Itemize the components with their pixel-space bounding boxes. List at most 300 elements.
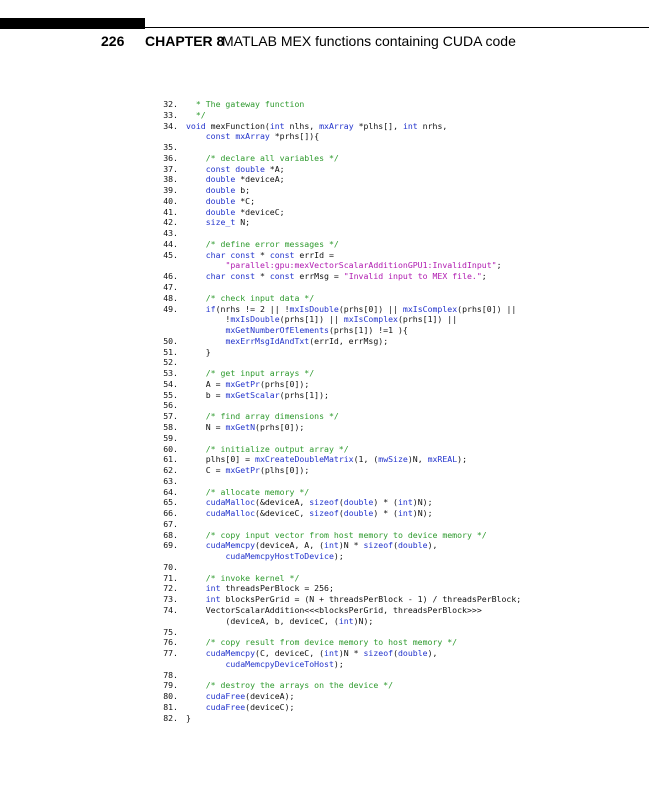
code-token: [186, 207, 206, 217]
code-keyword: double: [205, 206, 236, 217]
code-token: [186, 648, 206, 658]
code-text: [186, 627, 640, 638]
code-line: [150, 616, 640, 627]
line-number: 80.: [163, 691, 178, 702]
line-number: 39.: [163, 185, 178, 196]
code-line: [150, 670, 640, 681]
code-token: );: [333, 658, 344, 669]
code-text: [186, 121, 640, 132]
code-text: [186, 637, 640, 648]
code-keyword: int: [398, 497, 413, 508]
code-text: [186, 357, 640, 368]
code-token: *: [255, 249, 270, 260]
code-line: [150, 594, 640, 605]
code-token: [186, 336, 225, 346]
code-text: [186, 271, 640, 282]
line-number: 37.: [163, 163, 178, 174]
code-line: [150, 454, 640, 465]
line-number: 70.: [163, 561, 178, 572]
code-token: [186, 174, 206, 184]
code-line: [150, 444, 640, 455]
code-text: [186, 594, 640, 605]
code-line: [150, 659, 640, 670]
line-number: 72.: [163, 583, 178, 594]
line-number: 75.: [163, 626, 178, 637]
code-token: mexFunction(: [205, 120, 270, 131]
code-line: [150, 293, 640, 304]
code-keyword: double: [205, 185, 236, 196]
code-token: *deviceC;: [235, 206, 285, 217]
code-token: [186, 217, 206, 227]
code-comment: /* check input data */: [205, 292, 315, 303]
code-keyword: mxArray: [235, 131, 270, 142]
code-text: [186, 164, 640, 175]
code-keyword: cudaMemcpy: [205, 648, 256, 659]
code-line: [150, 648, 640, 659]
code-line: [150, 411, 640, 422]
code-line: [150, 142, 640, 153]
code-token: }: [186, 712, 191, 723]
code-text: [186, 444, 640, 455]
header-rule-bar: [0, 18, 145, 29]
chapter-title: MATLAB MEX functions containing CUDA code: [222, 33, 516, 49]
code-token: A =: [186, 378, 226, 389]
code-keyword: mxGetScalar: [225, 389, 280, 400]
line-number: 52.: [163, 357, 178, 368]
line-number: 82.: [163, 712, 178, 723]
code-line: [150, 282, 640, 293]
line-number: [150, 551, 186, 562]
line-number: 65.: [163, 497, 178, 508]
code-keyword: char const: [205, 249, 256, 260]
code-keyword: sizeof: [309, 497, 339, 508]
code-token: [186, 304, 206, 314]
code-keyword: sizeof: [363, 648, 394, 659]
code-keyword: mxREAL: [427, 454, 458, 465]
code-token: ),: [427, 648, 438, 659]
code-keyword: const double: [205, 163, 265, 174]
code-keyword: cudaMemcpy: [205, 540, 256, 551]
code-token: (: [338, 497, 344, 508]
code-line: [150, 583, 640, 594]
code-token: N =: [186, 421, 226, 432]
code-text: [186, 282, 640, 293]
code-line: [150, 336, 640, 347]
code-line: [150, 680, 640, 691]
line-number: 48.: [163, 292, 178, 303]
code-token: );: [457, 454, 467, 465]
code-token: [186, 271, 206, 281]
code-token: )N);: [353, 615, 374, 626]
code-text: [186, 228, 640, 239]
code-token: *: [255, 271, 270, 282]
code-line: [150, 540, 640, 551]
code-token: [186, 637, 206, 647]
line-number: [150, 616, 186, 627]
code-keyword: mxIsComplex: [343, 314, 398, 325]
code-token: threadsPerBlock = 256;: [220, 583, 334, 594]
code-line: [150, 627, 640, 638]
line-number: 33.: [163, 109, 178, 120]
code-string: "Invalid input to MEX file.": [343, 271, 482, 282]
code-token: (: [338, 508, 344, 519]
code-token: nlhs,: [284, 120, 320, 131]
code-token: [186, 659, 225, 669]
line-number: 59.: [163, 432, 178, 443]
line-number: 56.: [163, 400, 178, 411]
code-token: (deviceA, A, (: [255, 540, 325, 551]
code-text: [186, 691, 640, 702]
code-line: [150, 99, 640, 110]
code-text: [186, 250, 640, 261]
code-token: [186, 131, 206, 141]
code-comment: /* copy result from device memory to host memory */: [205, 637, 458, 648]
code-text: [186, 508, 640, 519]
code-line: [150, 497, 640, 508]
line-number: 64.: [163, 486, 178, 497]
line-number: 77.: [163, 648, 178, 659]
code-token: [186, 164, 206, 174]
code-token: *plhs[],: [353, 120, 403, 131]
code-token: [186, 583, 206, 593]
code-keyword: int: [205, 594, 221, 605]
line-number: 34.: [163, 120, 178, 131]
running-header: [0, 33, 649, 53]
code-line: [150, 691, 640, 702]
code-line: [150, 562, 640, 573]
code-comment: /* destroy the arrays on the device */: [205, 680, 394, 691]
code-text: [186, 336, 640, 347]
code-text: [186, 422, 640, 433]
line-number: [150, 314, 186, 325]
code-text: [186, 465, 640, 476]
code-keyword: double: [398, 540, 428, 551]
line-number: 32.: [163, 99, 178, 109]
code-text: [186, 670, 640, 681]
code-line: [150, 207, 640, 218]
code-text: [186, 519, 640, 530]
code-token: (deviceC);: [245, 701, 295, 712]
code-token: (errId, errMsg);: [309, 335, 389, 346]
code-keyword: mxCreateDoubleMatrix: [255, 454, 354, 465]
code-keyword: void: [186, 120, 206, 131]
code-line: [150, 637, 640, 648]
code-keyword: mwSize: [378, 454, 408, 465]
code-keyword: cudaMalloc: [205, 497, 256, 508]
line-number: 74.: [163, 604, 178, 615]
code-keyword: int: [324, 540, 339, 551]
code-token: [186, 680, 206, 690]
code-line: [150, 260, 640, 271]
line-number: 35.: [163, 142, 178, 153]
code-keyword: cudaMemcpyDeviceToHost: [225, 658, 334, 669]
code-line: [150, 487, 640, 498]
code-line: [150, 314, 640, 325]
code-keyword: double: [343, 508, 374, 519]
code-token: [186, 594, 206, 604]
code-token: )N *: [338, 648, 364, 659]
code-token: errMsg =: [294, 271, 344, 282]
code-text: [186, 530, 640, 541]
line-number: 68.: [163, 529, 178, 540]
line-number: 60.: [163, 443, 178, 454]
code-text: [186, 433, 640, 444]
code-token: [186, 487, 206, 497]
code-token: C =: [186, 465, 226, 476]
code-text: [186, 110, 640, 121]
code-line: [150, 519, 640, 530]
code-token: [186, 250, 206, 260]
code-text: [186, 680, 640, 691]
code-keyword: char const: [205, 271, 256, 282]
code-text: [186, 304, 640, 315]
code-keyword: size_t: [205, 217, 236, 228]
code-keyword: sizeof: [363, 540, 394, 551]
code-token: )N);: [412, 497, 433, 508]
code-line: [150, 153, 640, 164]
line-number: 58.: [163, 421, 178, 432]
code-token: (deviceA, b, deviceC, (: [186, 615, 339, 626]
code-keyword: mxGetPr: [225, 378, 260, 389]
code-token: (&deviceC,: [255, 508, 310, 519]
code-text: [186, 702, 640, 713]
line-number: 78.: [163, 669, 178, 680]
code-keyword: cudaMemcpyHostToDevice: [225, 551, 334, 562]
code-listing: [150, 99, 640, 723]
code-keyword: double: [343, 497, 374, 508]
code-text: [186, 153, 640, 164]
code-token: [186, 508, 206, 518]
code-text: [186, 400, 640, 411]
code-text: [186, 260, 640, 271]
line-number: [150, 659, 186, 670]
code-token: )N,: [407, 454, 428, 465]
code-comment: * The gateway function: [195, 99, 305, 109]
code-token: blocksPerGrid = (N + threadsPerBlock - 1) / threadsPerBlock;: [220, 594, 522, 605]
line-number: 47.: [163, 282, 178, 293]
code-keyword: int: [402, 120, 418, 131]
code-token: ;: [481, 271, 487, 282]
code-text: [186, 659, 640, 670]
code-token: [186, 153, 206, 163]
code-comment: /* define error messages */: [205, 238, 339, 249]
code-line: [150, 400, 640, 411]
line-number: 73.: [163, 594, 178, 605]
line-number: 38.: [163, 174, 178, 185]
code-token: )N *: [338, 540, 364, 551]
code-token: [186, 99, 196, 109]
code-text: [186, 616, 640, 627]
code-line: [150, 185, 640, 196]
code-token: (prhs[0]) ||: [338, 303, 403, 314]
code-comment: /* invoke kernel */: [205, 572, 300, 583]
line-number: 53.: [163, 368, 178, 379]
line-number: 42.: [163, 217, 178, 228]
code-line: [150, 325, 640, 336]
line-number: 41.: [163, 206, 178, 217]
code-token: (prhs[1]) !=1 ){: [328, 325, 408, 336]
code-token: [186, 444, 206, 454]
code-text: [186, 207, 640, 218]
code-text: [186, 185, 640, 196]
code-keyword: int: [205, 583, 221, 594]
code-text: [186, 131, 640, 142]
header-rule-line: [145, 27, 649, 28]
code-line: [150, 110, 640, 121]
code-token: *deviceA;: [235, 174, 285, 185]
code-text: [186, 476, 640, 487]
code-keyword: double: [205, 195, 236, 206]
code-line: [150, 174, 640, 185]
code-line: [150, 702, 640, 713]
line-number: 55.: [163, 389, 178, 400]
line-number: [150, 325, 186, 336]
code-keyword: mxGetNumberOfElements: [225, 325, 329, 336]
code-keyword: int: [398, 508, 413, 519]
line-number: 40.: [163, 195, 178, 206]
code-keyword: mxIsDouble: [289, 303, 339, 314]
code-text: [186, 551, 640, 562]
code-line: [150, 217, 640, 228]
code-text: [186, 239, 640, 250]
code-token: ),: [427, 540, 438, 551]
code-keyword: const: [269, 271, 295, 282]
code-keyword: int: [324, 648, 339, 659]
code-token: );: [333, 551, 344, 562]
code-line: [150, 239, 640, 250]
code-comment: /* copy input vector from host memory to device memory */: [205, 529, 487, 540]
code-text: [186, 142, 640, 153]
code-text: [186, 411, 640, 422]
code-text: [186, 540, 640, 551]
code-text: [186, 562, 640, 573]
code-line: [150, 508, 640, 519]
code-token: (C, deviceC, (: [255, 648, 325, 659]
code-token: VectorScalarAddition<<<blocksPerGrid, threadsPerBlock>>>: [186, 604, 482, 615]
code-token: [186, 573, 206, 583]
code-token: ;: [496, 260, 502, 271]
code-keyword: double: [398, 648, 428, 659]
code-keyword: const: [269, 249, 295, 260]
code-token: (deviceA);: [245, 691, 295, 702]
page-number: 226: [101, 33, 125, 49]
code-text: [186, 379, 640, 390]
line-number: 54.: [163, 378, 178, 389]
code-token: [186, 540, 206, 550]
line-number: 81.: [163, 701, 178, 712]
code-token: [186, 325, 225, 335]
code-keyword: if: [205, 303, 216, 314]
code-token: [186, 551, 225, 561]
code-token: (prhs[0]);: [259, 378, 310, 389]
line-number: 61.: [163, 454, 178, 465]
code-line: [150, 573, 640, 584]
code-keyword: sizeof: [309, 508, 339, 519]
code-line: [150, 713, 640, 724]
code-token: (prhs[0]);: [255, 421, 305, 432]
code-token: [186, 691, 206, 701]
code-token: (prhs[1]) ||: [279, 314, 344, 325]
chapter-label: CHAPTER 8: [145, 33, 225, 49]
code-comment: /* allocate memory */: [205, 486, 310, 497]
code-token: errId =: [294, 249, 334, 260]
code-text: [186, 368, 640, 379]
code-token: nrhs,: [417, 120, 448, 131]
code-text: [186, 293, 640, 304]
code-comment: /* declare all variables */: [205, 152, 339, 163]
code-text: [186, 217, 640, 228]
code-line: [150, 196, 640, 207]
code-token: (prhs[1]);: [279, 389, 329, 400]
code-token: plhs[0] =: [186, 454, 256, 465]
code-keyword: mexErrMsgIdAndTxt: [225, 335, 310, 346]
code-line: [150, 131, 640, 142]
code-keyword: const: [205, 131, 231, 142]
line-number: 66.: [163, 508, 178, 519]
code-text: [186, 390, 640, 401]
code-comment: /* initialize output array */: [205, 443, 349, 454]
code-text: [186, 454, 640, 465]
line-number: 71.: [163, 572, 178, 583]
code-keyword: mxGetPr: [225, 465, 260, 476]
code-token: (&deviceA,: [255, 497, 310, 508]
line-number: 43.: [163, 228, 178, 239]
code-token: [186, 530, 206, 540]
code-token: (: [393, 540, 398, 551]
code-token: b =: [186, 389, 226, 400]
code-text: [186, 713, 640, 724]
code-text: [186, 583, 640, 594]
line-number: 76.: [163, 637, 178, 648]
code-line: [150, 605, 640, 616]
code-token: [186, 293, 206, 303]
code-line: [150, 422, 640, 433]
code-keyword: mxArray: [319, 120, 354, 131]
code-text: [186, 196, 640, 207]
code-line: [150, 347, 640, 358]
code-token: (prhs[0]) ||: [457, 303, 517, 314]
code-token: *prhs[]){: [269, 131, 320, 142]
code-token: b;: [235, 185, 251, 196]
code-token: [186, 411, 206, 421]
code-token: (: [393, 648, 398, 659]
code-token: [186, 368, 206, 378]
line-number: 79.: [163, 680, 178, 691]
code-text: [186, 497, 640, 508]
code-keyword: int: [269, 120, 285, 131]
code-line: [150, 390, 640, 401]
code-token: (prhs[1]) ||: [398, 314, 458, 325]
code-keyword: mxIsDouble: [230, 314, 280, 325]
code-text: [186, 314, 640, 325]
code-text: [186, 347, 640, 358]
line-number: [150, 131, 186, 142]
line-number: 36.: [163, 152, 178, 163]
code-text: [186, 648, 640, 659]
code-comment: */: [195, 109, 206, 120]
code-keyword: mxGetN: [225, 421, 256, 432]
line-number: 51.: [163, 346, 178, 357]
code-token: [186, 260, 225, 270]
code-line: [150, 530, 640, 541]
code-token: ) * (: [373, 497, 398, 508]
code-text: [186, 573, 640, 584]
code-token: [186, 110, 196, 120]
code-line: [150, 551, 640, 562]
code-token: )N);: [412, 508, 433, 519]
code-line: [150, 357, 640, 368]
code-line: [150, 476, 640, 487]
